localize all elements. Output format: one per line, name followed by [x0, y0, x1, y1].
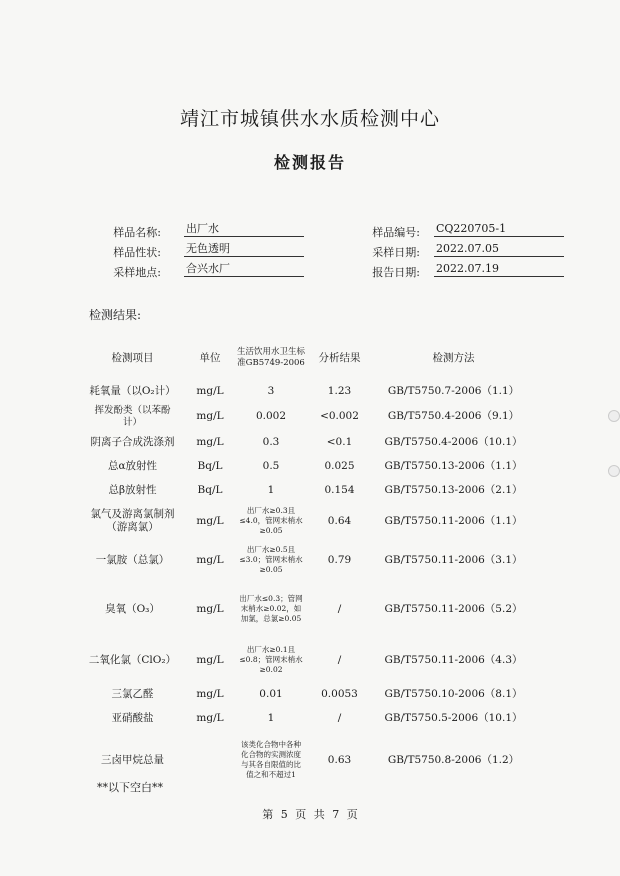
result-cell: 0.64 — [327, 514, 352, 527]
standard-cell: 出厂水≥0.3且≤4.0，管网末梢水≥0.05 — [239, 505, 303, 536]
item-cell: 三卤甲烷总量 — [101, 753, 164, 766]
organization-title: 靖江市城镇供水水质检测中心 — [179, 108, 440, 130]
method-cell: GB/T5750.7-2006（1.1） — [387, 384, 520, 397]
method-cell: GB/T5750.4-2006（10.1） — [384, 435, 523, 448]
page-footer: 第 5 页 共 7 页 — [262, 808, 358, 821]
result-cell: <0.1 — [326, 435, 353, 448]
item-cell: 二氧化氯（ClO₂） — [88, 653, 177, 666]
table-row — [80, 580, 535, 638]
result-cell: 0.154 — [324, 483, 355, 496]
unit-cell: mg/L — [196, 687, 224, 700]
method-cell: GB/T5750.5-2006（10.1） — [384, 711, 523, 724]
table-row — [80, 638, 535, 682]
sampling-site-label: 采样地点: — [113, 266, 161, 279]
result-cell: / — [337, 711, 342, 724]
unit-cell: mg/L — [196, 653, 224, 666]
sampling-date-value: 2022.07.05 — [434, 242, 564, 257]
unit-cell: mg/L — [196, 602, 224, 615]
method-cell: GB/T5750.10-2006（8.1） — [384, 687, 523, 700]
unit-cell: mg/L — [196, 410, 224, 423]
table-row — [80, 502, 535, 540]
method-cell: GB/T5750.11-2006（5.2） — [384, 602, 523, 615]
sampling-date-label: 采样日期: — [372, 246, 420, 259]
method-cell: GB/T5750.11-2006（3.1） — [384, 553, 523, 566]
standard-cell: 3 — [267, 384, 275, 397]
standard-cell: 出厂水≥0.5且≤3.0；管网末梢水≥0.05 — [239, 544, 303, 575]
table-row — [80, 540, 535, 580]
method-cell: GB/T5750.11-2006（1.1） — [384, 514, 523, 527]
result-cell: 0.63 — [327, 753, 352, 766]
sample-name-value: 出厂水 — [184, 222, 304, 237]
sample-number-value: CQ220705-1 — [434, 222, 564, 237]
results-label: 检测结果: — [89, 308, 142, 322]
item-cell: 总β放射性 — [108, 483, 157, 496]
item-cell: 氯气及游离氯制剂（游离氯） — [90, 508, 175, 533]
report-title: 检测报告 — [273, 153, 346, 172]
table-header-row — [80, 337, 535, 379]
sample-state-value: 无色透明 — [184, 242, 304, 257]
standard-cell: 出厂水≥0.1且≤0.8；管网末梢水≥0.02 — [239, 644, 303, 675]
standard-cell: 1 — [267, 483, 275, 496]
item-cell: 一氯胺（总氯） — [95, 553, 170, 566]
binder-hole-decoration — [608, 465, 620, 477]
header-unit: 单位 — [199, 351, 221, 364]
item-cell: 亚硝酸盐 — [111, 711, 154, 724]
table-row — [80, 454, 535, 478]
method-cell: GB/T5750.13-2006（2.1） — [384, 483, 523, 496]
result-cell: 0.0053 — [321, 687, 358, 700]
method-cell: GB/T5750.4-2006（9.1） — [387, 410, 520, 423]
item-cell: 挥发酚类（以苯酚计） — [94, 405, 171, 428]
sample-name-label: 样品名称: — [113, 226, 161, 239]
standard-cell: 0.3 — [262, 435, 280, 448]
report-date-value: 2022.07.19 — [434, 262, 564, 277]
report-date-label: 报告日期: — [372, 266, 420, 279]
result-cell: 0.025 — [324, 459, 355, 472]
binder-hole-decoration — [608, 410, 620, 422]
header-method: 检测方法 — [432, 351, 475, 364]
end-note: **以下空白** — [97, 781, 163, 794]
method-cell: GB/T5750.11-2006（4.3） — [384, 653, 523, 666]
unit-cell: mg/L — [196, 711, 224, 724]
unit-cell: mg/L — [196, 553, 224, 566]
standard-cell: 出厂水≤0.3；管网末梢水≥0.02，如加氯，总氯≥0.05 — [239, 593, 303, 624]
item-cell: 三氯乙醛 — [111, 687, 154, 700]
method-cell: GB/T5750.13-2006（1.1） — [384, 459, 523, 472]
table-row — [80, 478, 535, 502]
table-row — [80, 379, 535, 403]
item-cell: 耗氧量（以O₂计） — [89, 384, 176, 397]
standard-cell: 0.5 — [262, 459, 280, 472]
unit-cell: Bq/L — [197, 483, 223, 496]
table-row — [80, 706, 535, 730]
unit-cell: mg/L — [196, 514, 224, 527]
result-cell: 0.79 — [327, 553, 352, 566]
table-row — [80, 403, 535, 430]
header-item: 检测项目 — [111, 351, 154, 364]
result-cell: / — [337, 602, 342, 615]
table-row — [80, 430, 535, 454]
standard-cell: 0.01 — [259, 687, 283, 700]
unit-cell: mg/L — [196, 435, 224, 448]
sampling-site-value: 合兴水厂 — [184, 262, 304, 277]
header-result: 分析结果 — [318, 351, 361, 364]
unit-cell: Bq/L — [197, 459, 223, 472]
results-table — [80, 337, 535, 790]
result-cell: / — [337, 653, 342, 666]
standard-cell: 1 — [267, 711, 275, 724]
standard-cell: 0.002 — [255, 410, 287, 423]
header-standard: 生活饮用水卫生标准GB5749-2006 — [236, 346, 305, 368]
method-cell: GB/T5750.8-2006（1.2） — [387, 753, 520, 766]
unit-cell: mg/L — [196, 384, 224, 397]
sample-state-label: 样品性状: — [113, 246, 161, 259]
result-cell: <0.002 — [320, 410, 359, 423]
sample-number-label: 样品编号: — [372, 226, 420, 239]
item-cell: 阴离子合成洗涤剂 — [90, 435, 175, 448]
standard-cell: 该类化合物中各种化合物的实测浓度与其各自限值的比值之和不超过1 — [241, 739, 301, 780]
unit-cell — [185, 730, 235, 790]
item-cell: 臭氧（O₃） — [105, 602, 160, 615]
table-row — [80, 682, 535, 706]
item-cell: 总α放射性 — [107, 459, 158, 472]
result-cell: 1.23 — [327, 384, 352, 397]
